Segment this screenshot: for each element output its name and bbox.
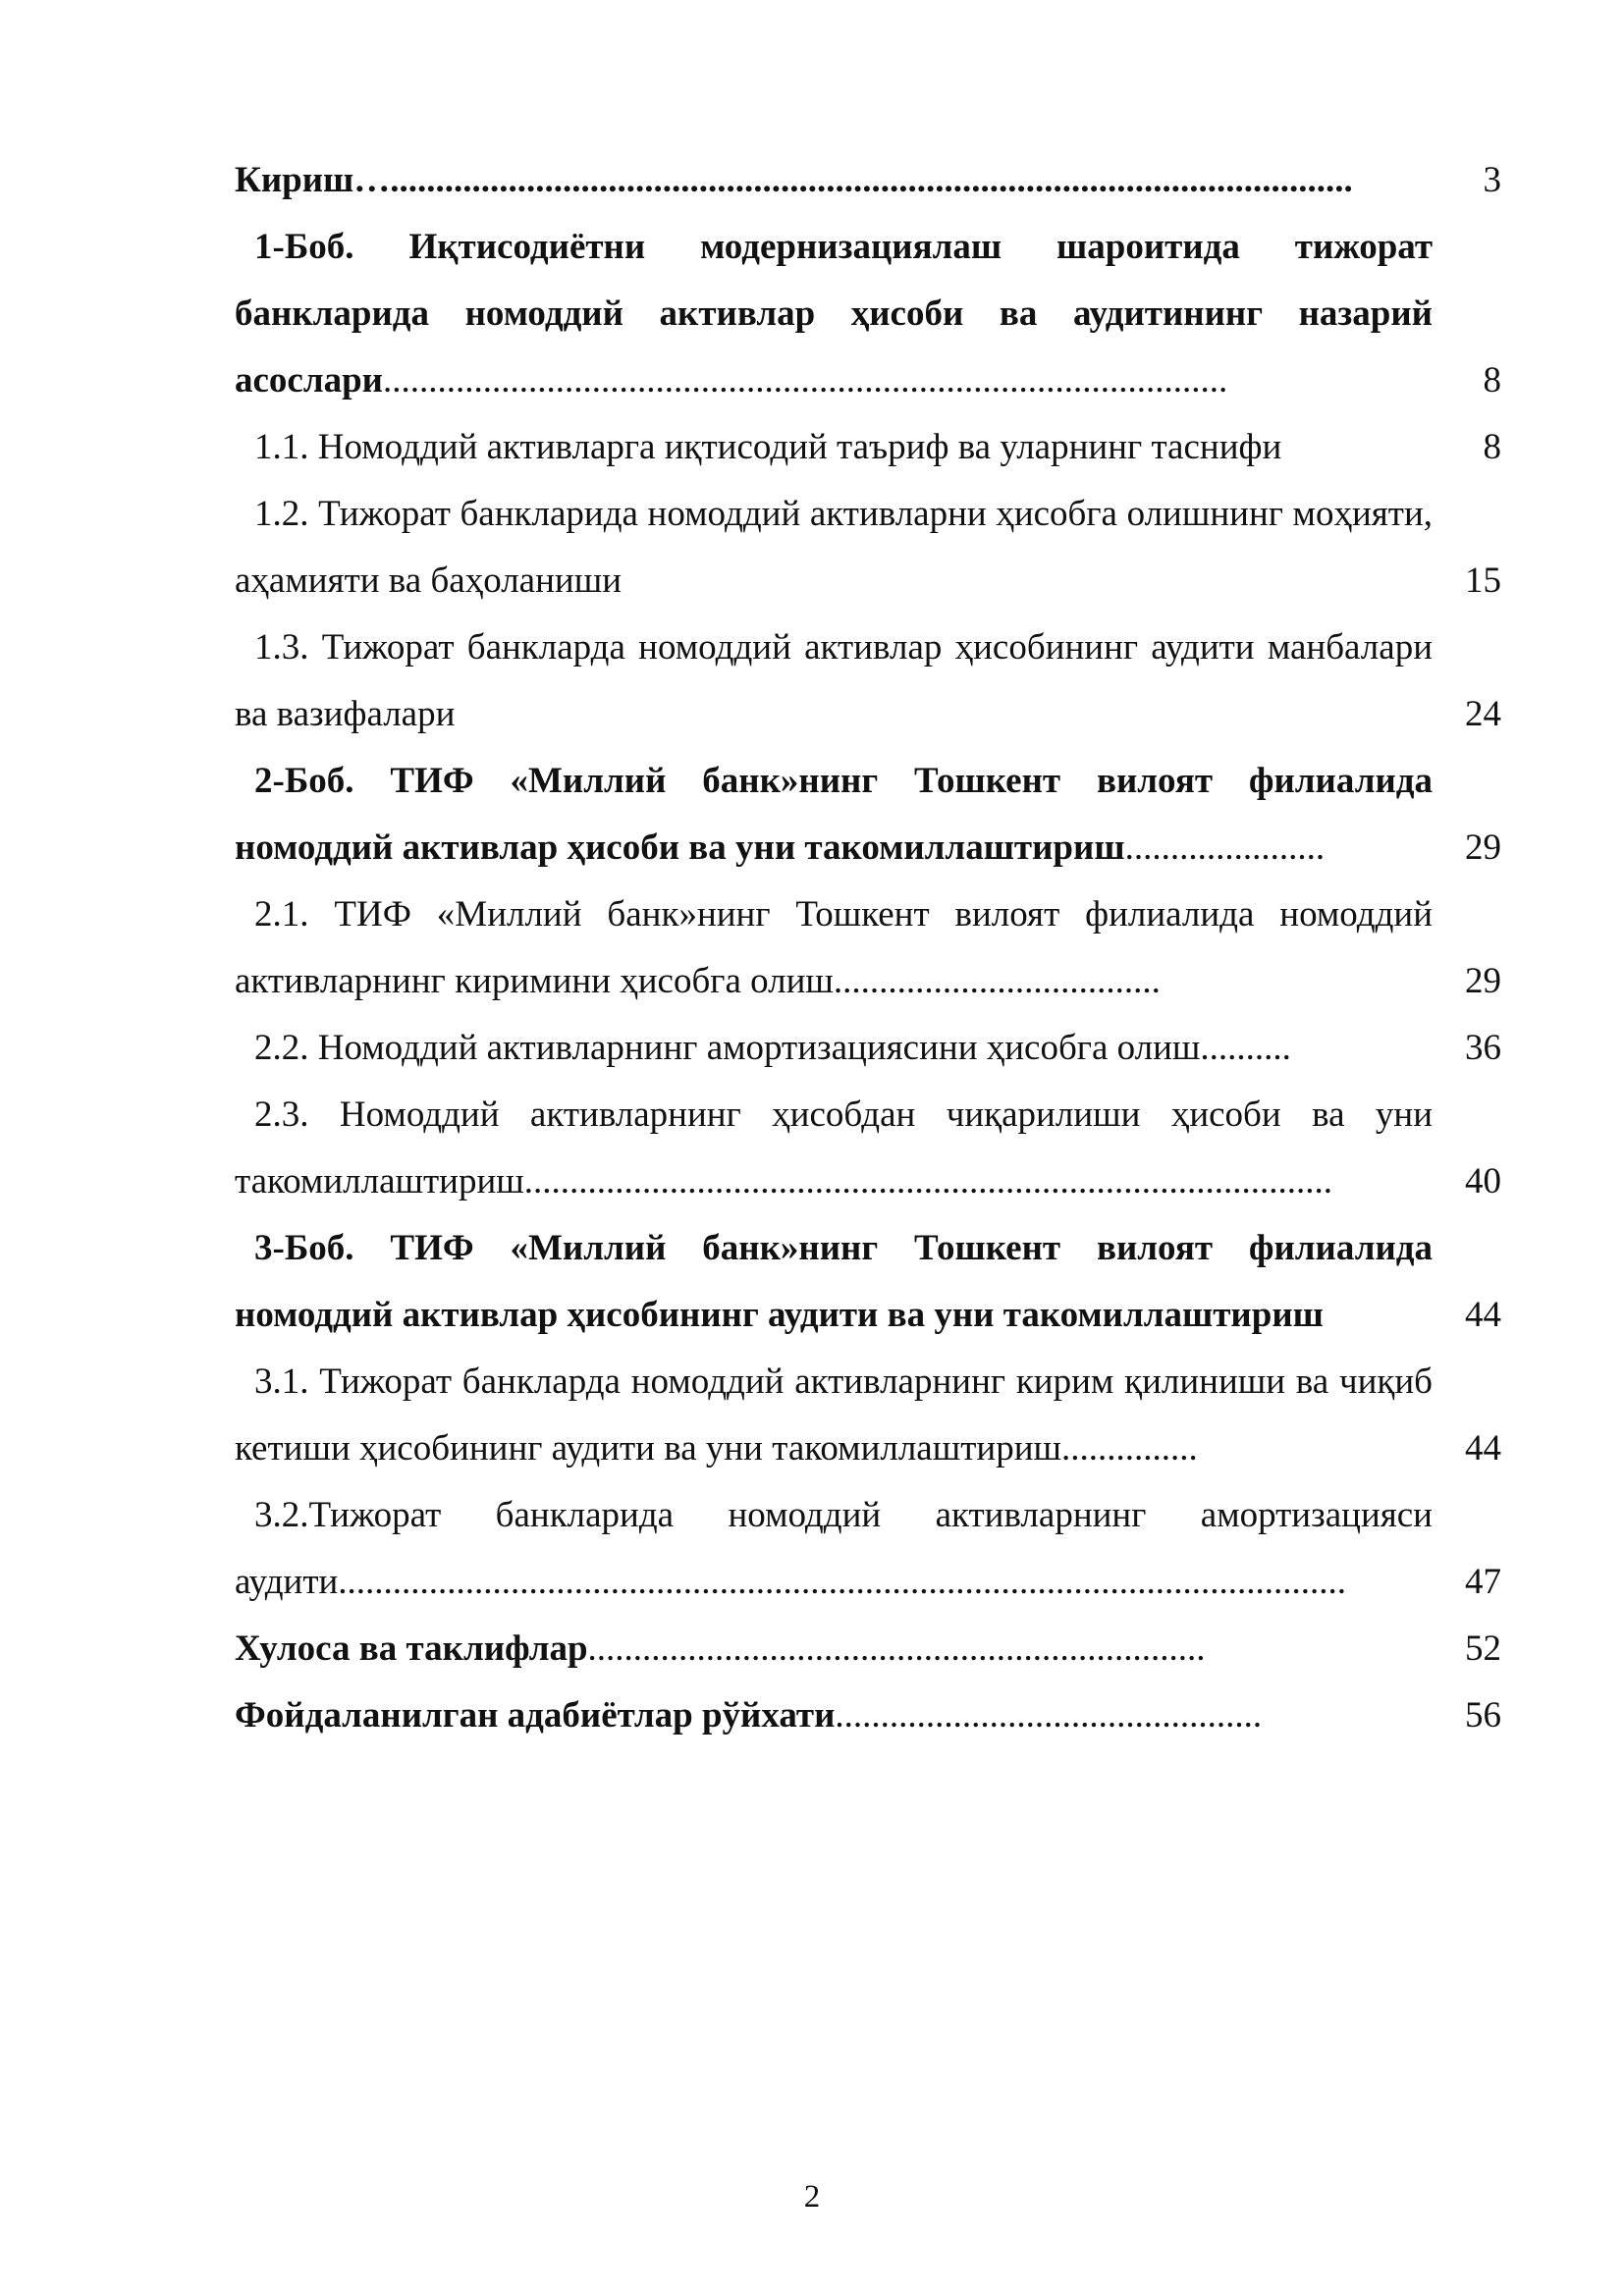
toc-entry-page: 8	[1483, 427, 1501, 467]
toc-entry-leader-dots: ....................................................................	[587, 1629, 1206, 1669]
page-number: 2	[803, 2179, 821, 2215]
toc-entry-title: 1.2. Тижорат банкларида номоддий активларни ҳисобга олишнинг моҳияти, аҳамияти ва баҳоланиши	[235, 494, 1433, 601]
toc-entry-section-1-3	[235, 614, 1501, 748]
toc-entry-page: 24	[1465, 694, 1501, 734]
toc-entry-title: 1.3. Тижорат банкларда номоддий активлар ҳисобининг аудити манбалари ва вазифалари	[235, 627, 1433, 734]
toc-entry-title: 2-Боб. ТИФ «Миллий банк»нинг Тошкент вилоят филиалида номоддий активлар ҳисоби ва уни такомиллаштириш	[235, 761, 1433, 868]
toc-entry-section-2-2	[235, 1015, 1501, 1082]
toc-entry-section-3-2	[235, 1482, 1501, 1616]
toc-entry-leader-dots: ...............................................	[835, 1695, 1263, 1735]
toc-entry-title: Хулоса ва таклифлар	[235, 1629, 588, 1669]
toc-entry-page: 29	[1465, 828, 1501, 868]
table-of-contents	[235, 147, 1501, 1749]
toc-entry-leader-dots: ......................	[1124, 828, 1326, 868]
toc-entry-title: 3.2.Тижорат банкларида номоддий активларнинг амортизацияси аудити...............................................................................................................	[235, 1495, 1433, 1602]
toc-entry-title: Кириш…..........................................................................................................	[235, 160, 1353, 200]
toc-entry-section-1-1	[235, 414, 1501, 481]
toc-entry-page: 44	[1465, 1295, 1501, 1335]
toc-entry-references	[235, 1682, 1501, 1749]
toc-entry-page: 47	[1465, 1562, 1501, 1602]
toc-entry-chapter-1	[235, 214, 1501, 414]
toc-entry-page: 15	[1465, 561, 1501, 601]
toc-entry-section-2-1	[235, 881, 1501, 1015]
toc-entry-page: 36	[1465, 1028, 1501, 1068]
toc-entry-conclusions	[235, 1616, 1501, 1682]
toc-entry-title: 2.1. ТИФ «Миллий банк»нинг Тошкент вилоят филиалида номоддий активларнинг киримини ҳисобга олиш....................................	[235, 894, 1433, 1001]
toc-entry-title: 2.3. Номоддий активларнинг ҳисобдан чиқарилиши ҳисоби ва уни такомиллаштириш.........................................................................................	[235, 1095, 1433, 1201]
toc-entry-title: 2.2. Номоддий активларнинг амортизациясини ҳисобга олиш..........	[254, 1028, 1291, 1068]
toc-entry-section-2-3	[235, 1082, 1501, 1215]
toc-entry-title: Фойдаланилган адабиётлар рўйхати	[235, 1695, 836, 1735]
toc-entry-title: 1.1. Номоддий активларга иқтисодий таъриф ва уларнинг таснифи	[254, 427, 1282, 467]
toc-entry-leader-dots: .............................................................................................	[383, 360, 1228, 400]
toc-entry-page: 52	[1465, 1629, 1501, 1669]
toc-entry-section-1-2	[235, 481, 1501, 614]
toc-entry-chapter-2	[235, 748, 1501, 881]
toc-entry-page: 29	[1465, 961, 1501, 1001]
toc-entry-title: 3-Боб. ТИФ «Миллий банк»нинг Тошкент вилоят филиалида номоддий активлар ҳисобининг аудити ва уни такомиллаштириш	[235, 1228, 1433, 1335]
toc-entry-title: 1-Боб. Иқтисодиётни модернизациялаш шароитида тижорат банкларида номоддий активлар ҳисоби ва аудитининг назарий асослари	[235, 227, 1433, 400]
toc-entry-page: 40	[1465, 1161, 1501, 1201]
toc-entry-page: 3	[1483, 160, 1501, 200]
toc-entry-chapter-3	[235, 1215, 1501, 1349]
toc-entry-title: 3.1. Тижорат банкларда номоддий активларнинг кирим қилиниши ва чиқиб кетиши ҳисобининг аудити ва уни такомиллаштириш...............	[235, 1362, 1433, 1468]
toc-entry-introduction	[235, 147, 1501, 214]
toc-entry-page: 8	[1483, 360, 1501, 400]
toc-entry-section-3-1	[235, 1349, 1501, 1482]
toc-entry-page: 44	[1465, 1428, 1501, 1468]
toc-entry-page: 56	[1465, 1695, 1501, 1735]
